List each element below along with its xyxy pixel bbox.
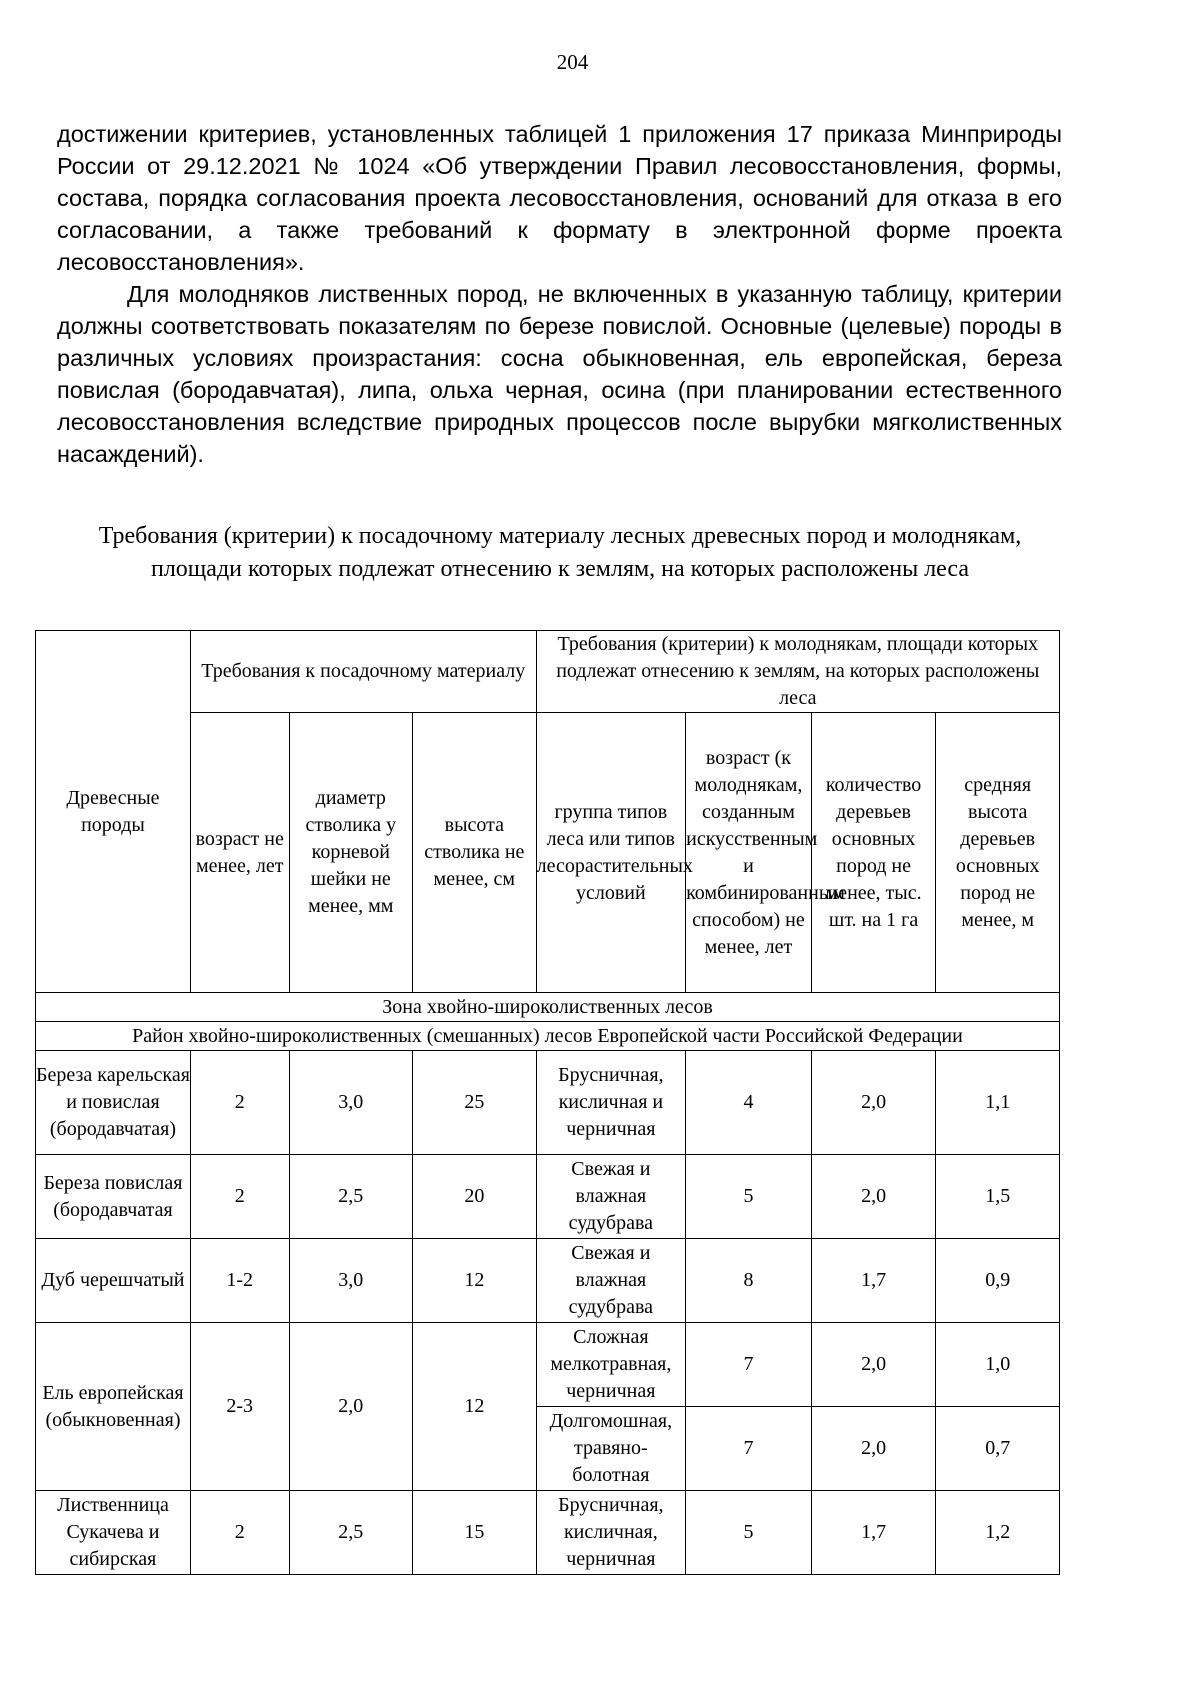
cell-young-age: 7 bbox=[686, 1323, 812, 1407]
cell-species: Лиственница Сукачева и сибирская bbox=[36, 1491, 191, 1575]
cell-age: 2 bbox=[190, 1491, 289, 1575]
cell-avg-height: 0,7 bbox=[936, 1407, 1060, 1491]
cell-forest-type: Свежая и влажная судубрава bbox=[536, 1239, 686, 1323]
cell-forest-type: Брусничная, кисличная, черничная bbox=[536, 1491, 686, 1575]
cell-count: 2,0 bbox=[811, 1323, 936, 1407]
table-title: Требования (критерии) к посадочному материалу лесных древесных пород и молоднякам, площади которых подлежат отнесению к землям, на которых расположены леса bbox=[98, 523, 1022, 582]
cell-age: 2 bbox=[190, 1051, 289, 1155]
cell-young-age: 8 bbox=[686, 1239, 812, 1323]
cell-avg-height: 0,9 bbox=[936, 1239, 1060, 1323]
header-forest-type: группа типов леса или типов лесорастительных условий bbox=[536, 713, 686, 993]
cell-height: 12 bbox=[413, 1239, 537, 1323]
cell-species: Дуб черешчатый bbox=[36, 1239, 191, 1323]
header-avg-height: средняя высота деревьев основных пород не менее, м bbox=[936, 713, 1060, 993]
cell-count: 2,0 bbox=[811, 1155, 936, 1239]
cell-diameter: 2,0 bbox=[289, 1323, 413, 1491]
region-label: Район хвойно-широколиственных (смешанных) лесов Европейской части Российской Федерации bbox=[36, 1022, 1060, 1051]
cell-species: Береза повислая (бородавчатая bbox=[36, 1155, 191, 1239]
paragraph-1: достижении критериев, установленных таблицей 1 приложения 17 приказа Минприроды России от 29.12.2021 № 1024 «Об утверждении Правил лесовосстановления, формы, состава, порядка согласования проекта лесовосстановления, оснований для отказа в его согласовании, а также требований к формату в электронной форме проекта лесовосстановления». bbox=[57, 121, 1062, 275]
table-row bbox=[36, 1051, 1060, 1155]
cell-avg-height: 1,1 bbox=[936, 1051, 1060, 1155]
cell-height: 25 bbox=[413, 1051, 537, 1155]
cell-diameter: 2,5 bbox=[289, 1155, 413, 1239]
header-planting-material: Требования к посадочному материалу bbox=[190, 631, 536, 713]
table-row bbox=[36, 1491, 1060, 1575]
cell-forest-type: Свежая и влажная судубрава bbox=[536, 1155, 686, 1239]
cell-diameter: 3,0 bbox=[289, 1051, 413, 1155]
cell-count: 2,0 bbox=[811, 1051, 936, 1155]
cell-count: 2,0 bbox=[811, 1407, 936, 1491]
cell-species: Ель европейская (обыкновенная) bbox=[36, 1323, 191, 1491]
cell-age: 2 bbox=[190, 1155, 289, 1239]
cell-avg-height: 1,2 bbox=[936, 1491, 1060, 1575]
cell-young-age: 4 bbox=[686, 1051, 812, 1155]
header-tree-count: количество деревьев основных пород не менее, тыс. шт. на 1 га bbox=[811, 713, 936, 993]
cell-avg-height: 1,0 bbox=[936, 1323, 1060, 1407]
cell-young-age: 5 bbox=[686, 1491, 812, 1575]
cell-forest-type: Брусничная, кисличная и черничная bbox=[536, 1051, 686, 1155]
header-young-age: возраст (к молоднякам, созданным искусственным и комбинированным способом) не менее, лет bbox=[686, 713, 812, 993]
header-species: Древесные породы bbox=[36, 631, 191, 993]
header-young-stands: Требования (критерии) к молоднякам, площади которых подлежат отнесению к землям, на которых расположены леса bbox=[536, 631, 1059, 713]
cell-forest-type: Долгомошная, травяно-болотная bbox=[536, 1407, 686, 1491]
cell-forest-type: Сложная мелкотравная, черничная bbox=[536, 1323, 686, 1407]
header-diameter: диаметр стволика у корневой шейки не менее, мм bbox=[289, 713, 413, 993]
header-age: возраст не менее, лет bbox=[190, 713, 289, 993]
cell-species: Береза карельская и повислая (бородавчатая) bbox=[36, 1051, 191, 1155]
table-row bbox=[36, 1323, 1060, 1407]
cell-age: 2-3 bbox=[190, 1323, 289, 1491]
table-row bbox=[36, 1239, 1060, 1323]
cell-avg-height: 1,5 bbox=[936, 1155, 1060, 1239]
cell-height: 20 bbox=[413, 1155, 537, 1239]
cell-young-age: 5 bbox=[686, 1155, 812, 1239]
table-row bbox=[36, 1155, 1060, 1239]
cell-count: 1,7 bbox=[811, 1491, 936, 1575]
paragraph-2: Для молодняков лиственных пород, не включенных в указанную таблицу, критерии должны соответствовать показателям по березе повислой. Основные (целевые) породы в различных условиях произрастания: сосна обыкновенная, ель европейская, береза повислая (бородавчатая), липа, ольха черная, осина (при планировании естественного лесовосстановления вследствие природных процессов после вырубки мягколиственных насаждений). bbox=[57, 281, 1062, 467]
zone-label: Зона хвойно-широколиственных лесов bbox=[36, 993, 1060, 1022]
cell-height: 15 bbox=[413, 1491, 537, 1575]
cell-diameter: 3,0 bbox=[289, 1239, 413, 1323]
requirements-table bbox=[35, 630, 1060, 1575]
cell-age: 1-2 bbox=[190, 1239, 289, 1323]
cell-height: 12 bbox=[413, 1323, 537, 1491]
header-height: высота стволика не менее, см bbox=[413, 713, 537, 993]
body-text bbox=[57, 118, 1062, 470]
cell-young-age: 7 bbox=[686, 1407, 812, 1491]
cell-diameter: 2,5 bbox=[289, 1491, 413, 1575]
cell-count: 1,7 bbox=[811, 1239, 936, 1323]
page-number: 204 bbox=[556, 50, 589, 74]
